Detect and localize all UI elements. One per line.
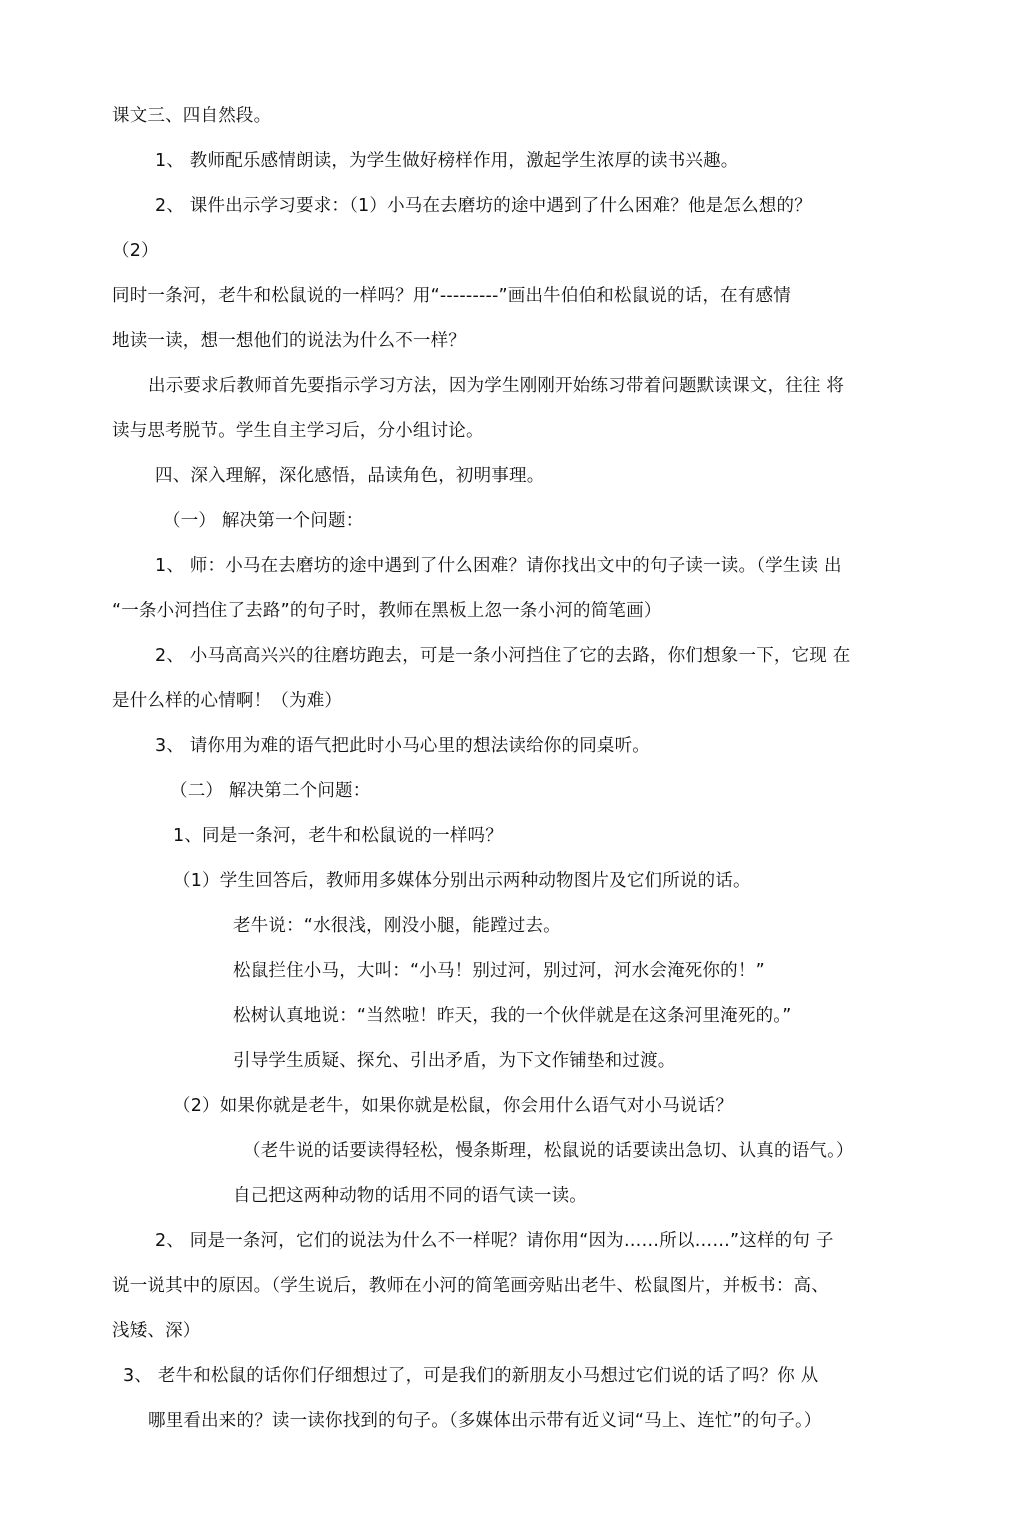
text-line: 是什么样的心情啊！（为难） (112, 691, 343, 711)
text-line: 说一说其中的原因。（学生说后，教师在小河的简笔画旁贴出老牛、松鼠图片，并板书：高、 (112, 1276, 829, 1296)
text-line: （2）如果你就是老牛，如果你就是松鼠，你会用什么语气对小马说话？ (173, 1096, 734, 1116)
section-heading: 四、深入理解，深化感悟，品读角色，初明事理。 (155, 466, 545, 486)
quote-line: 老牛说：“水很浅，刚没小腿，能蹚过去。 (233, 916, 561, 936)
text-line: 浅矮、深） (112, 1321, 201, 1341)
text-line: 2、 小马高高兴兴的往磨坊跑去，可是一条小河挡住了它的去路，你们想象一下，它现 在 (155, 646, 851, 666)
text-line: 课文三、四自然段。 (112, 106, 272, 126)
text-line: 出示要求后教师首先要指示学习方法，因为学生刚刚开始练习带着问题默读课文，往往 将 (148, 376, 845, 396)
text-line: 1、 师：小马在去磨坊的途中遇到了什么困难？请你找出文中的句子读一读。（学生读 出 (155, 556, 842, 576)
text-line: 3、 老牛和松鼠的话你们仔细想过了，可是我们的新朋友小马想过它们说的话了吗？你 从 (123, 1366, 819, 1386)
text-line: 地读一读，想一想他们的说法为什么不一样？ (112, 331, 466, 351)
text-line: 读与思考脱节。学生自主学习后，分小组讨论。 (112, 421, 484, 441)
subsection-heading: （一） 解决第一个问题： (163, 511, 364, 531)
text-line: 3、 请你用为难的语气把此时小马心里的想法读给你的同桌听。 (155, 736, 650, 756)
text-line: 2、 课件出示学习要求：（1）小马在去磨坊的途中遇到了什么困难？他是怎么想的？ (155, 196, 812, 216)
quote-line: 松树认真地说：“当然啦！昨天，我的一个伙伴就是在这条河里淹死的。” (233, 1006, 792, 1026)
text-line: 1、同是一条河，老牛和松鼠说的一样吗？ (173, 826, 503, 846)
text-line: （1）学生回答后，教师用多媒体分别出示两种动物图片及它们所说的话。 (173, 871, 751, 891)
text-line: 1、 教师配乐感情朗读，为学生做好榜样作用，激起学生浓厚的读书兴趣。 (155, 151, 739, 171)
text-line: 同时一条河，老牛和松鼠说的一样吗？用“---------”画出牛伯伯和松鼠说的话，在有感情 (112, 286, 791, 306)
text-line: “一条小河挡住了去路”的句子时，教师在黑板上忽一条小河的简笔画） (112, 601, 662, 621)
text-line: （老牛说的话要读得轻松，慢条斯理，松鼠说的话要读出急切、认真的语气。） (243, 1141, 854, 1161)
quote-line: 松鼠拦住小马，大叫：“小马！别过河，别过河，河水会淹死你的！” (233, 961, 765, 981)
subsection-heading: （二） 解决第二个问题： (170, 781, 371, 801)
text-line: 哪里看出来的？读一读你找到的句子。（多媒体出示带有近义词“马上、连忙”的句子。） (148, 1411, 822, 1431)
text-line: 引导学生质疑、探允、引出矛盾，为下文作铺垫和过渡。 (233, 1051, 676, 1071)
text-line: （2） (112, 241, 159, 261)
text-line: 自己把这两种动物的话用不同的语气读一读。 (233, 1186, 587, 1206)
text-line: 2、 同是一条河，它们的说法为什么不一样呢？请你用“因为……所以……”这样的句 子 (155, 1231, 834, 1251)
